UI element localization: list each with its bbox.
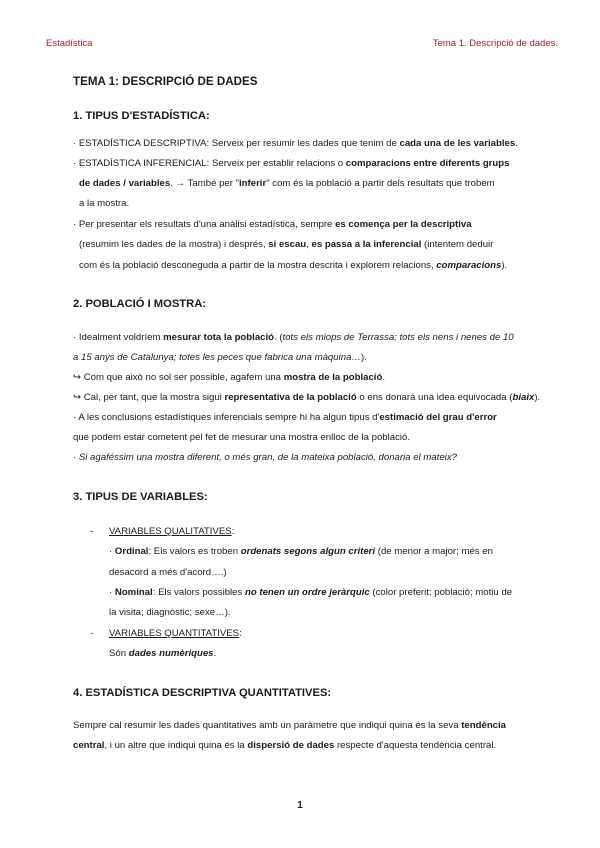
s1-line-2: · ESTADÍSTICA INFERENCIAL: Serveix per establir relacions o comparacions entre diferents grups	[73, 158, 510, 169]
s1-line-5: · Per presentar els resultats d'una anàlisi estadística, sempre es comença per la descriptiva	[73, 219, 472, 230]
header-right: Tema 1. Descripció de dades.	[432, 38, 558, 49]
s2-line-2: a 15 anys de Catalunya; totes les peces que fabrica una màquina…).	[73, 352, 367, 363]
nominal-line-2: la visita; diagnòstic; sexe…).	[109, 607, 231, 618]
s1-line-4: a la mostra.	[79, 198, 130, 209]
s2-line-3: ↪ Com que això no sol ser possible, agafem una mostra de la població.	[73, 372, 386, 383]
s4-line-1: Sempre cal resumir les dades quantitatives amb un paràmetre que indiqui quina és la seva tendència	[73, 720, 507, 731]
s2-line-7: · Si agaféssim una mostra diferent, o més gran, de la mateixa població, donaria el mateix?	[73, 452, 457, 463]
s2-line-5: · A les conclusions estadístiques inferencials sempre hi ha algun tipus d'estimació del grau d'error	[73, 412, 497, 423]
s2-line-6: que podem estar cometent pel fet de mesurar una mostra enlloc de la població.	[73, 432, 411, 443]
section-3-heading: 3. TIPUS DE VARIABLES:	[73, 491, 208, 503]
document-title: TEMA 1: DESCRIPCIÓ DE DADES	[73, 75, 258, 88]
header-left: Estadística	[46, 38, 93, 49]
ordinal-line-1: · Ordinal: Els valors es troben ordenats segons algun criteri (de menor a major; més en	[109, 546, 493, 557]
section-2-heading: 2. POBLACIÓ I MOSTRA:	[73, 298, 207, 310]
ordinal-line-2: desacord a més d'acord….)	[109, 567, 227, 578]
list-dash-qualitative: -	[90, 526, 94, 537]
s1-line-1: · ESTADÍSTICA DESCRIPTIVA: Serveix per resumir les dades que tenim de cada una de les variables.	[73, 138, 518, 149]
list-dash-quantitative: -	[90, 628, 94, 639]
s1-line-3: de dades / variables. → També per "inferir" com és la població a partir dels resultats que trobem	[79, 178, 495, 189]
s2-line-4: ↪ Cal, per tant, que la mostra sigui representativa de la població o ens donarà una idea equivocada (biaix).	[73, 392, 541, 403]
s1-line-7: com és la població desconeguda a partir de la mostra descrita i explorem relacions, comparacions).	[79, 260, 508, 271]
s1-line-6: (resumim les dades de la mostra) i després, si escau, es passa a la inferencial (intentem deduir	[79, 239, 494, 250]
nominal-line-1: · Nominal: Els valors possibles no tenen un ordre jeràrquic (color preferit; població; motiu de	[109, 587, 513, 598]
s4-line-2: central, i un altre que indiqui quina és la dispersió de dades respecte d'aquesta tendència central.	[73, 740, 497, 751]
quantitative-desc: Són dades numèriques.	[109, 648, 217, 659]
page-number: 1	[297, 800, 303, 811]
section-1-heading: 1. TIPUS D'ESTADÍSTICA:	[73, 110, 210, 122]
section-4-heading: 4. ESTADÍSTICA DESCRIPTIVA QUANTITATIVES:	[73, 687, 332, 699]
s2-line-1: · Idealment voldríem mesurar tota la població. (tots els miops de Terrassa; tots els nens i nenes de 10	[73, 332, 514, 343]
quantitative-title: VARIABLES QUANTITATIVES:	[109, 628, 242, 639]
qualitative-title: VARIABLES QUALITATIVES:	[109, 526, 235, 537]
